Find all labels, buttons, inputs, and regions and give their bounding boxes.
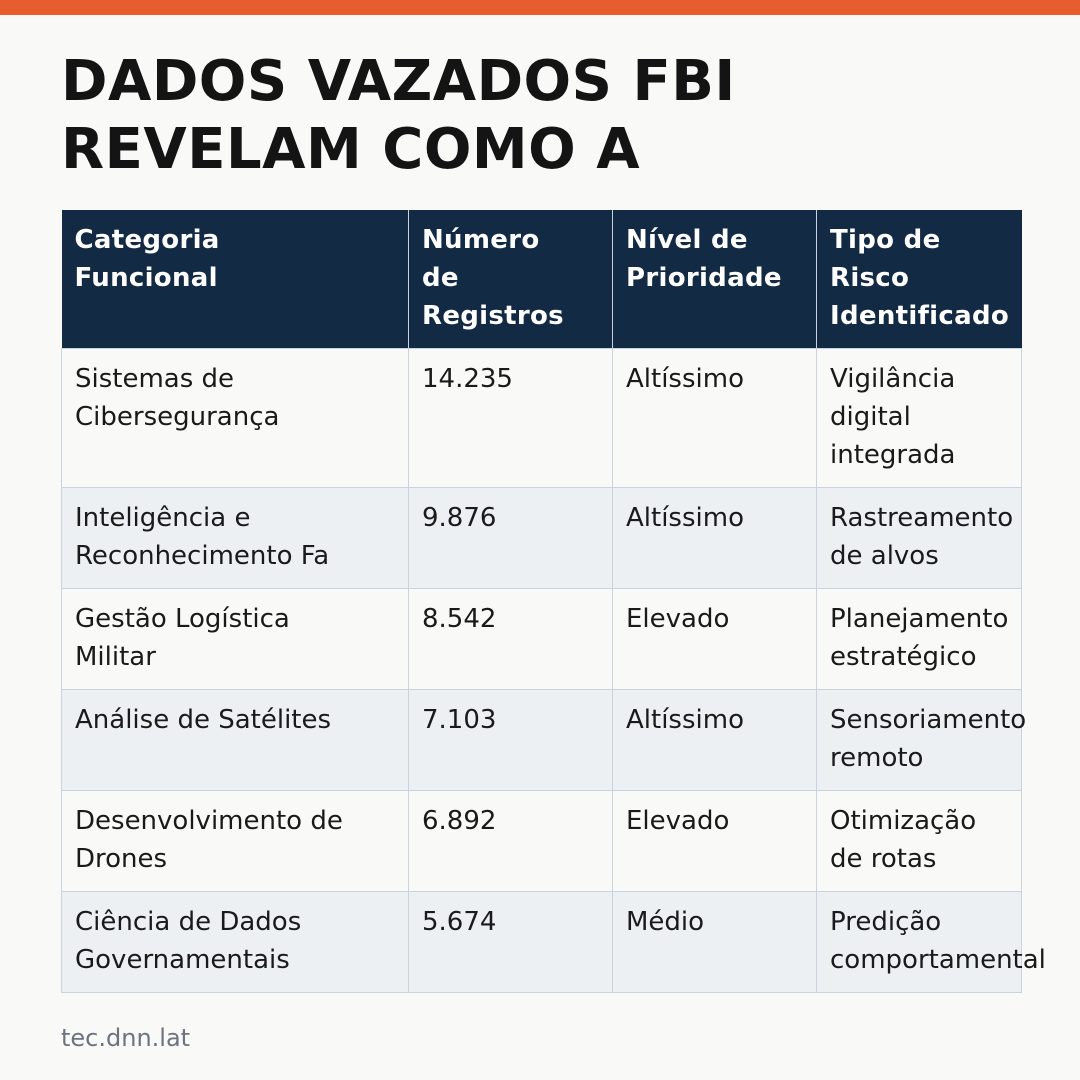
cell-text: digital bbox=[830, 402, 911, 432]
table-row bbox=[62, 349, 1022, 488]
cell-categoria bbox=[62, 892, 409, 993]
cell-text: remoto bbox=[830, 743, 924, 773]
cell-text: Inteligência e bbox=[75, 503, 251, 533]
header-text: Prioridade bbox=[626, 263, 782, 293]
cell-text: Elevado bbox=[626, 806, 730, 836]
cell-prioridade bbox=[613, 349, 817, 488]
data-table bbox=[61, 210, 1046, 993]
table-row bbox=[62, 892, 1022, 993]
cell-prioridade bbox=[613, 892, 817, 993]
cell-text: Análise de Satélites bbox=[75, 705, 332, 735]
cell-risco bbox=[817, 892, 1046, 993]
cell-text: estratégico bbox=[830, 642, 977, 672]
cell-risco bbox=[817, 791, 1022, 892]
table-row bbox=[62, 791, 1022, 892]
header-numero-registros bbox=[409, 210, 613, 349]
header-nivel-prioridade bbox=[613, 210, 817, 349]
cell-registros bbox=[409, 589, 613, 690]
cell-text: Cibersegurança bbox=[75, 402, 280, 432]
cell-text: Rastreamento bbox=[830, 503, 1014, 533]
title-line-2: REVELAM COMO A bbox=[61, 117, 641, 182]
cell-text: Vigilância bbox=[830, 364, 956, 394]
cell-text: 5.674 bbox=[422, 907, 497, 937]
table-header bbox=[62, 210, 1022, 349]
cell-text: Governamentais bbox=[75, 945, 290, 975]
cell-categoria bbox=[62, 488, 409, 589]
cell-prioridade bbox=[613, 791, 817, 892]
cell-text: Altíssimo bbox=[626, 503, 744, 533]
cell-risco bbox=[817, 349, 1022, 488]
header-text: Categoria bbox=[74, 225, 220, 255]
cell-registros bbox=[409, 690, 613, 791]
source-footer: tec.dnn.lat bbox=[61, 1024, 191, 1052]
cell-text: Gestão Logística bbox=[75, 604, 290, 634]
cell-text: 14.235 bbox=[422, 364, 513, 394]
cell-categoria bbox=[62, 690, 409, 791]
cell-registros bbox=[409, 791, 613, 892]
header-text: Risco bbox=[830, 263, 910, 293]
cell-text: 8.542 bbox=[422, 604, 497, 634]
cell-text: Desenvolvimento de bbox=[75, 806, 343, 836]
table-body bbox=[62, 349, 1046, 993]
header-row bbox=[62, 210, 1022, 349]
cell-registros bbox=[409, 349, 613, 488]
cell-text: Ciência de Dados bbox=[75, 907, 302, 937]
cell-registros bbox=[409, 892, 613, 993]
cell-prioridade bbox=[613, 690, 817, 791]
cell-text: de rotas bbox=[830, 844, 937, 874]
table-row bbox=[62, 488, 1022, 589]
header-text: Número bbox=[422, 225, 540, 255]
cell-text: Médio bbox=[626, 907, 705, 937]
cell-text: Planejamento bbox=[830, 604, 1009, 634]
table-row bbox=[62, 589, 1022, 690]
header-text: Funcional bbox=[74, 263, 218, 293]
cell-text: Otimização bbox=[830, 806, 977, 836]
cell-text: Elevado bbox=[626, 604, 730, 634]
header-text: Registros bbox=[422, 301, 564, 331]
cell-risco bbox=[817, 488, 1022, 589]
cell-text: 9.876 bbox=[422, 503, 497, 533]
header-text: Identificado bbox=[830, 301, 1010, 331]
header-text: Tipo de bbox=[830, 225, 941, 255]
cell-text: Drones bbox=[75, 844, 168, 874]
page-title bbox=[61, 48, 961, 184]
cell-text: Altíssimo bbox=[626, 705, 744, 735]
cell-categoria bbox=[62, 791, 409, 892]
header-text: Nível de bbox=[626, 225, 748, 255]
cell-text: de alvos bbox=[830, 541, 939, 571]
table-row bbox=[62, 690, 1022, 791]
title-line-1: DADOS VAZADOS FBI bbox=[61, 49, 736, 114]
cell-text: integrada bbox=[830, 440, 956, 470]
cell-text: Sensoriamento bbox=[830, 705, 1027, 735]
header-categoria bbox=[62, 210, 409, 349]
cell-risco bbox=[817, 690, 1027, 791]
cell-text: Sistemas de bbox=[75, 364, 235, 394]
cell-categoria bbox=[62, 349, 409, 488]
cell-text: comportamental bbox=[830, 945, 1046, 975]
cell-text: Altíssimo bbox=[626, 364, 744, 394]
header-text: de bbox=[422, 263, 459, 293]
cell-text: Predição bbox=[830, 907, 942, 937]
cell-risco bbox=[817, 589, 1022, 690]
cell-registros bbox=[409, 488, 613, 589]
cell-prioridade bbox=[613, 589, 817, 690]
accent-bar bbox=[0, 0, 1080, 15]
cell-prioridade bbox=[613, 488, 817, 589]
cell-categoria bbox=[62, 589, 409, 690]
cell-text: 6.892 bbox=[422, 806, 497, 836]
header-tipo-risco bbox=[817, 210, 1022, 349]
cell-text: 7.103 bbox=[422, 705, 497, 735]
cell-text: Reconhecimento Fa bbox=[75, 541, 330, 571]
cell-text: Militar bbox=[75, 642, 156, 672]
